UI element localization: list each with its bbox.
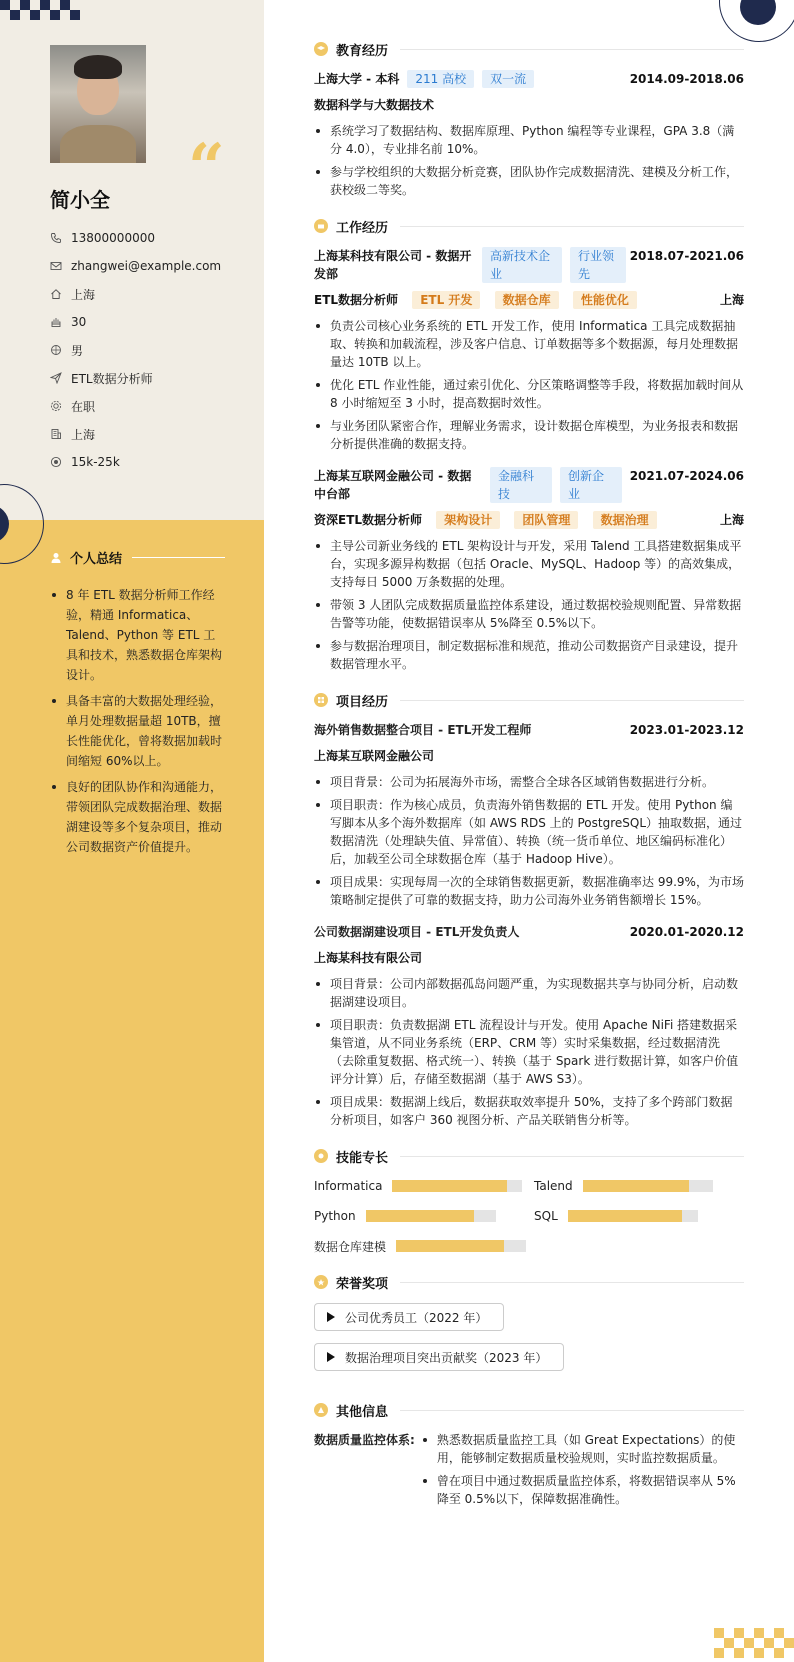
phone-value: 13800000000 [71,231,155,245]
location-value: 上海 [71,287,96,302]
job-city: 上海 [719,293,744,307]
section-title: 项目经历 [336,694,389,710]
status-icon [50,400,62,412]
user-icon [50,552,62,564]
list-item: 主导公司新业务线的 ETL 架构设计与开发，采用 Talend 工具搭建数据集成平台，实现多源异构数据（包括 Oracle、MySQL、Hadoop 等）的高效集成，支持每日 5000 万条数据的处理。 [314,537,744,591]
skill-tag: 性能优化 [573,291,637,309]
info-email [50,252,250,280]
salary-value: 15k-25k [71,455,120,469]
status-value: 在职 [71,399,96,414]
other-section [314,1397,744,1513]
info-age [50,308,250,336]
other-info-row [314,1431,744,1513]
position-value: ETL数据分析师 [71,371,153,386]
education-section [314,36,744,199]
list-item: 项目职责：作为核心成员，负责海外销售数据的 ETL 开发。使用 Python 编写脚本从多个海外数据库（如 AWS RDS 上的 PostgreSQL）抽取数据，通过数据清洗（处理缺失值、异常值）、转换（统一货币单位、地区编码标准化）后，加载至公司全球数据仓库（基于 Hadoop Hive）。 [314,796,744,868]
project-org: 上海某互联网金融公司 [314,749,435,763]
main-content [314,36,744,1527]
home-icon [50,288,62,300]
skill-tag: 架构设计 [436,511,500,529]
project-org: 上海某科技有限公司 [314,951,423,965]
info-gender [50,336,250,364]
age-value: 30 [71,315,87,329]
skill-fill [392,1180,506,1192]
tag: 金融科技 [490,467,552,503]
briefcase-icon [314,219,328,233]
skill-tag: 数据仓库 [495,291,559,309]
project-name: 海外销售数据整合项目 - ETL开发工程师 [314,723,532,737]
section-header [314,1269,744,1295]
work-entry [314,467,744,673]
list-item: 参与数据治理项目，制定数据标准和规范，推动公司数据资产目录建设，提升数据管理水平。 [314,637,744,673]
skill-item [534,1207,744,1225]
money-icon [50,456,62,468]
award-item[interactable] [314,1343,564,1371]
other-key: 数据质量监控体系: [314,1433,415,1447]
phone-icon [50,232,62,244]
skills-grid [314,1177,744,1255]
candidate-name: 简小全 [50,188,110,212]
contact-info-list [50,224,250,476]
skill-item [534,1177,744,1195]
project-entry [314,923,744,1129]
tag: 高新技术企业 [482,247,562,283]
send-icon [50,372,62,384]
section-title: 其他信息 [336,1404,389,1420]
summary-item: 良好的团队协作和沟通能力，带领团队完成数据治理、数据湖建设等多个复杂项目，推动公司数据资产价值提升。 [50,777,225,857]
info-workplace [50,420,250,448]
workplace-value: 上海 [71,427,96,442]
list-item: 与业务团队紧密合作，理解业务需求，设计数据仓库模型，为业务报表和数据分析提供准确的数据支持。 [314,417,744,453]
email-value: zhangwei@example.com [71,259,222,273]
tag: 双一流 [482,70,534,88]
education-entry [314,70,744,199]
section-title: 荣誉奖项 [336,1276,389,1292]
list-item: 负责公司核心业务系统的 ETL 开发工作，使用 Informatica 工具完成数据抽取、转换和加载流程，涉及客户信息、订单数据等多个数据源，每月处理数据量达 10TB 以上。 [314,317,744,371]
info-position [50,364,250,392]
tag: 行业领先 [570,247,626,283]
triangle-right-icon [327,1352,335,1362]
info-icon [314,1403,328,1417]
work-section [314,213,744,673]
skill-bar [583,1180,713,1192]
company-name: 上海某互联网金融公司 - 数据中台部 [314,469,472,501]
project-entry [314,721,744,909]
section-header [314,1397,744,1423]
list-item: 带领 3 人团队完成数据质量监控体系建设，通过数据校验规则配置、异常数据告警等功能，使数据错误率从 5%降至 0.5%以下。 [314,596,744,632]
job-city: 上海 [719,513,744,527]
quote-mark-icon: “ [188,130,225,205]
date-range: 2018.07-2021.06 [629,249,744,263]
avatar [50,45,146,163]
project-name: 公司数据湖建设项目 - ETL开发负责人 [314,925,520,939]
list-item: 项目成果：实现每周一次的全球销售数据更新，数据准确率达 99.9%，为市场策略制定提供了可靠的数据支持，助力公司海外业务销售额增长 15%。 [314,873,744,909]
role: ETL数据分析师 [314,293,399,307]
graduation-cap-icon [314,42,328,56]
role: 资深ETL数据分析师 [314,513,423,527]
section-title: 教育经历 [336,43,389,59]
date-range: 2020.01-2020.12 [629,925,744,939]
skill-tag: ETL 开发 [412,291,480,309]
skills-section [314,1143,744,1255]
skill-bar [396,1240,526,1252]
summary-title: 个人总结 [70,552,123,567]
checker-decoration [0,0,80,24]
skill-bar [366,1210,496,1222]
section-header [314,1143,744,1169]
summary-section [50,548,225,863]
honors-section [314,1269,744,1383]
award-label: 数据治理项目突出贡献奖（2023 年） [345,1350,548,1365]
skill-tag: 团队管理 [514,511,578,529]
skill-fill [583,1180,690,1192]
skill-fill [396,1240,504,1252]
info-location [50,280,250,308]
section-title: 技能专长 [336,1150,389,1166]
skill-name: Talend [534,1179,573,1193]
skill-bar [392,1180,522,1192]
company-name: 上海某科技有限公司 - 数据开发部 [314,249,472,281]
list-item: 曾在项目中通过数据质量监控体系，将数据错误率从 5%降至 0.5%以下，保障数据准确性。 [421,1472,744,1508]
info-salary [50,448,250,476]
list-item: 项目背景：公司内部数据孤岛问题严重，为实现数据共享与协同分析，启动数据湖建设项目。 [314,975,744,1011]
triangle-right-icon [327,1312,335,1322]
section-title: 工作经历 [336,220,389,236]
sidebar [0,0,264,1662]
skill-item [314,1237,534,1255]
skill-fill [568,1210,682,1222]
summary-item: 具备丰富的大数据处理经验，单月处理数据量超 10TB，擅长性能优化，曾将数据加载时间缩短 60%以上。 [50,691,225,771]
gender-value: 男 [71,343,84,358]
tag: 211 高校 [407,70,474,88]
skill-name: SQL [534,1209,558,1223]
building-icon [50,428,62,440]
grid-icon [314,693,328,707]
award-icon [314,1275,328,1289]
skill-name: Informatica [314,1179,383,1193]
gender-icon [50,344,62,356]
list-item: 参与学校组织的大数据分析竞赛，团队协作完成数据清洗、建模及分析工作，获校级二等奖。 [314,163,744,199]
list-item: 项目职责：负责数据湖 ETL 流程设计与开发。使用 Apache NiFi 搭建数据采集管道，从不同业务系统（ERP、CRM 等）实时采集数据，经过数据清洗（去除重复数据、格式统一）、转换（基于 Spark 进行数据计算，如客户价值评分计算）后，存储至数据湖（基于 AWS S3）。 [314,1016,744,1088]
list-item: 系统学习了数据结构、数据库原理、Python 编程等专业课程，GPA 3.8（满分 4.0），专业排名前 10%。 [314,122,744,158]
date-range: 2021.07-2024.06 [629,469,744,483]
info-status [50,392,250,420]
date-range: 2023.01-2023.12 [629,723,744,737]
projects-section [314,687,744,1129]
summary-list [50,585,225,857]
major: 数据科学与大数据技术 [314,98,435,112]
section-header [314,687,744,713]
list-item: 熟悉数据质量监控工具（如 Great Expectations）的使用，能够制定数据质量校验规则，实时监控数据质量。 [421,1431,744,1467]
work-entry [314,247,744,453]
date-range: 2014.09-2018.06 [629,72,744,86]
award-label: 公司优秀员工（2022 年） [345,1310,488,1325]
summary-header [50,548,225,567]
skill-tag: 数据治理 [593,511,657,529]
school-name: 上海大学 - 本科 [314,72,400,86]
cake-icon [50,316,62,328]
skill-item [314,1177,534,1195]
skill-item [314,1207,534,1225]
skill-icon [314,1149,328,1163]
tag: 创新企业 [560,467,622,503]
mail-icon [50,260,62,272]
info-phone [50,224,250,252]
summary-item: 8 年 ETL 数据分析师工作经验，精通 Informatica、Talend、Python 等 ETL 工具和技术，熟悉数据仓库架构设计。 [50,585,225,685]
skill-fill [366,1210,474,1222]
skill-bar [568,1210,698,1222]
skill-name: 数据仓库建模 [314,1239,387,1254]
award-item[interactable] [314,1303,504,1331]
skill-name: Python [314,1209,356,1223]
list-item: 优化 ETL 作业性能，通过索引优化、分区策略调整等手段，将数据加载时间从 8 小时缩短至 3 小时，提高数据时效性。 [314,376,744,412]
section-header [314,36,744,62]
list-item: 项目成果：数据湖上线后，数据获取效率提升 50%，支持了多个跨部门数据分析项目，如客户 360 视图分析、产品关联销售分析等。 [314,1093,744,1129]
checker-decoration-bottom-right [714,1628,794,1662]
list-item: 项目背景：公司为拓展海外市场，需整合全球各区域销售数据进行分析。 [314,773,744,791]
section-header [314,213,744,239]
